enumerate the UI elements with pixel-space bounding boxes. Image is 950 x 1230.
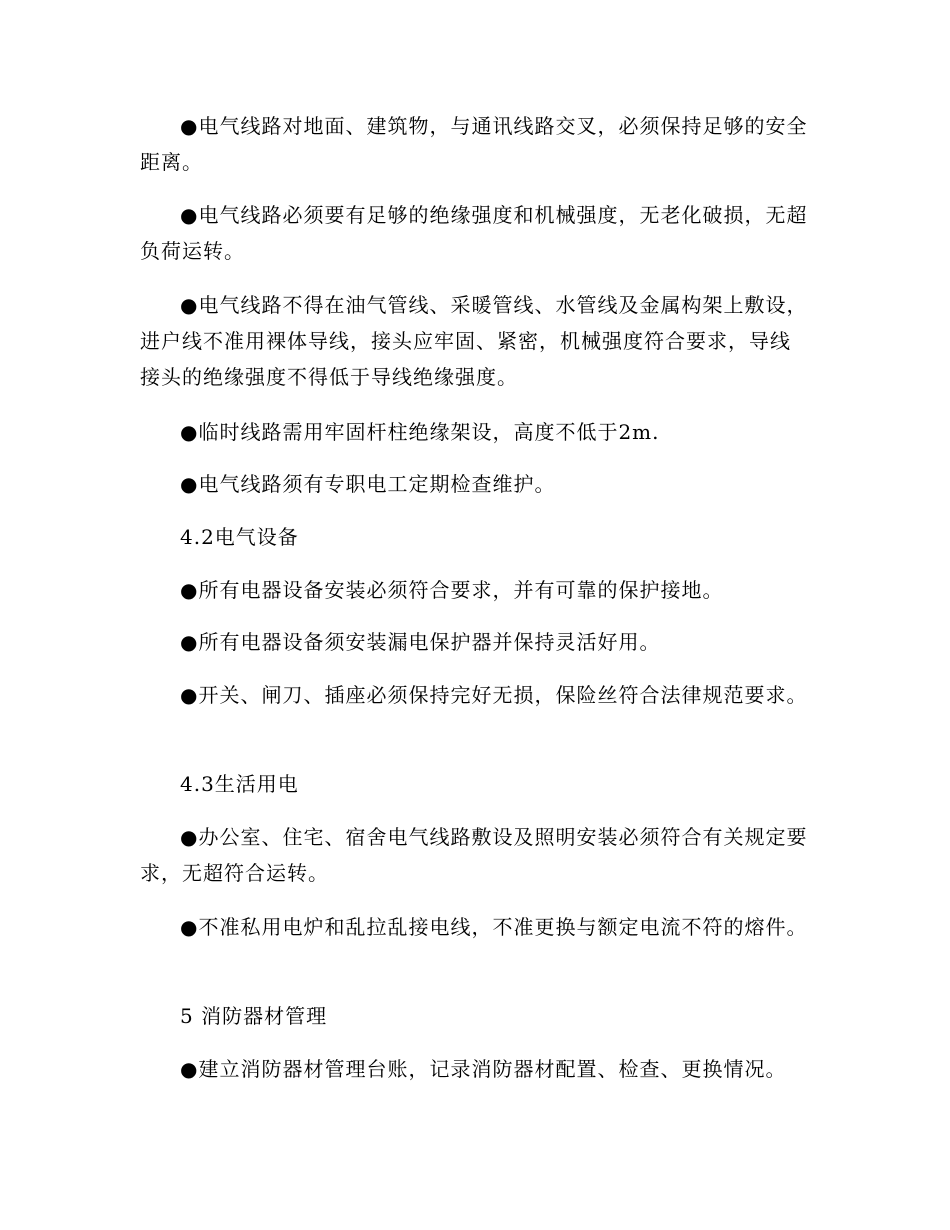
paragraph-wiring-installation: ●电气线路不得在油气管线、采暖管线、水管线及金属构架上敷设，进户线不准用裸体导线，接头应牢固、紧密，机械强度符合要求，导线接头的绝缘强度不得低于导线绝缘强度。: [140, 293, 808, 389]
paragraph-equipment-grounding: ●所有电器设备安装必须符合要求，并有可靠的保护接地。: [180, 578, 724, 602]
paragraph-residential-wiring: ●办公室、住宅、宿舍电气线路敷设及照明安装必须符合有关规定要求，无超符合运转。: [140, 825, 808, 885]
paragraph-no-private-heaters: ●不准私用电炉和乱拉乱接电线，不准更换与额定电流不符的熔件。: [180, 915, 808, 939]
section-heading-5: 5 消防器材管理: [180, 1004, 328, 1028]
paragraph-line-safety-distance: ●电气线路对地面、建筑物，与通讯线路交叉，必须保持足够的安全距离。: [140, 114, 808, 174]
paragraph-leakage-protector: ●所有电器设备须安装漏电保护器并保持灵活好用。: [180, 630, 661, 654]
paragraph-fire-equipment-ledger: ●建立消防器材管理台账，记录消防器材配置、检查、更换情况。: [180, 1057, 787, 1081]
paragraph-insulation-strength: ●电气线路必须要有足够的绝缘强度和机械强度，无老化破损，无超负荷运转。: [140, 203, 808, 263]
paragraph-switches-fuses: ●开关、闸刀、插座必须保持完好无损，保险丝符合法律规范要求。: [180, 683, 808, 707]
paragraph-maintenance: ●电气线路须有专职电工定期检查维护。: [180, 472, 556, 496]
section-heading-4-3: 4.3生活用电: [180, 772, 299, 796]
section-heading-4-2: 4.2电气设备: [180, 525, 299, 549]
paragraph-temporary-lines: ●临时线路需用牢固杆柱绝缘架设，高度不低于2m.: [180, 420, 660, 444]
